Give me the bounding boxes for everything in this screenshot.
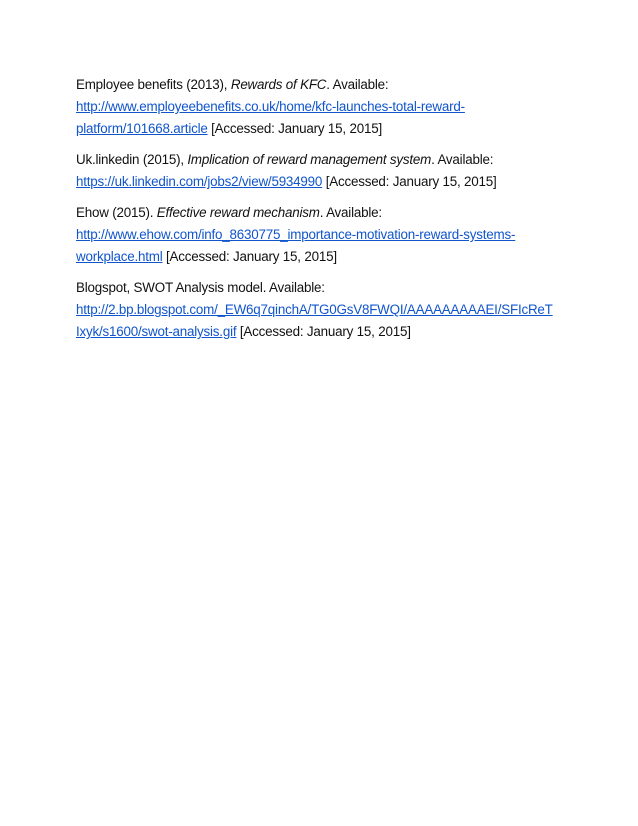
reference-citation-line bbox=[76, 149, 576, 171]
reference-item bbox=[76, 202, 576, 268]
reference-url-link[interactable]: workplace.html bbox=[76, 249, 163, 264]
reference-item bbox=[76, 149, 576, 193]
reference-url-link[interactable]: platform/101668.article bbox=[76, 121, 208, 136]
reference-url-link[interactable]: http://2.bp.blogspot.com/_EW6q7qinchA/TG0GsV8FWQI/AAAAAAAAAEI/SFIcReT bbox=[76, 302, 553, 317]
reference-title: Effective reward mechanism bbox=[156, 205, 320, 220]
reference-accessed-date: [Accessed: January 15, 2015] bbox=[322, 174, 497, 189]
reference-url-line bbox=[76, 224, 576, 246]
reference-citation-line bbox=[76, 202, 576, 224]
reference-title: Rewards of KFC bbox=[230, 77, 327, 92]
reference-url-link[interactable]: http://www.ehow.com/info_8630775_importance-motivation-reward-systems- bbox=[76, 227, 516, 242]
reference-url-line bbox=[76, 299, 576, 321]
reference-available-label: . Available: bbox=[431, 152, 494, 167]
reference-available-label: . Available: bbox=[326, 77, 389, 92]
reference-accessed-date: [Accessed: January 15, 2015] bbox=[162, 249, 337, 264]
reference-url-line bbox=[76, 118, 576, 140]
reference-author-year: Ehow (2015). bbox=[76, 205, 157, 220]
reference-citation-line: Blogspot, SWOT Analysis model. Available: bbox=[76, 280, 325, 295]
reference-author-year: Employee benefits (2013), bbox=[76, 77, 231, 92]
reference-title: Implication of reward management system bbox=[187, 152, 432, 167]
reference-accessed-date: [Accessed: January 15, 2015] bbox=[236, 324, 411, 339]
reference-list bbox=[76, 74, 576, 352]
reference-url-line bbox=[76, 321, 576, 343]
reference-item bbox=[76, 277, 576, 343]
reference-url-link[interactable]: https://uk.linkedin.com/jobs2/view/5934990 bbox=[76, 174, 323, 189]
reference-available-label: . Available: bbox=[319, 205, 382, 220]
reference-url-link[interactable]: http://www.employeebenefits.co.uk/home/kfc-launches-total-reward- bbox=[76, 99, 465, 114]
reference-citation-line bbox=[76, 74, 576, 96]
reference-accessed-date: [Accessed: January 15, 2015] bbox=[207, 121, 382, 136]
reference-url-link[interactable]: Ixyk/s1600/swot-analysis.gif bbox=[76, 324, 237, 339]
reference-author-year: Uk.linkedin (2015), bbox=[76, 152, 188, 167]
reference-item bbox=[76, 74, 576, 140]
reference-url-line bbox=[76, 246, 576, 268]
reference-url-line bbox=[76, 171, 576, 193]
reference-url-line bbox=[76, 96, 576, 118]
